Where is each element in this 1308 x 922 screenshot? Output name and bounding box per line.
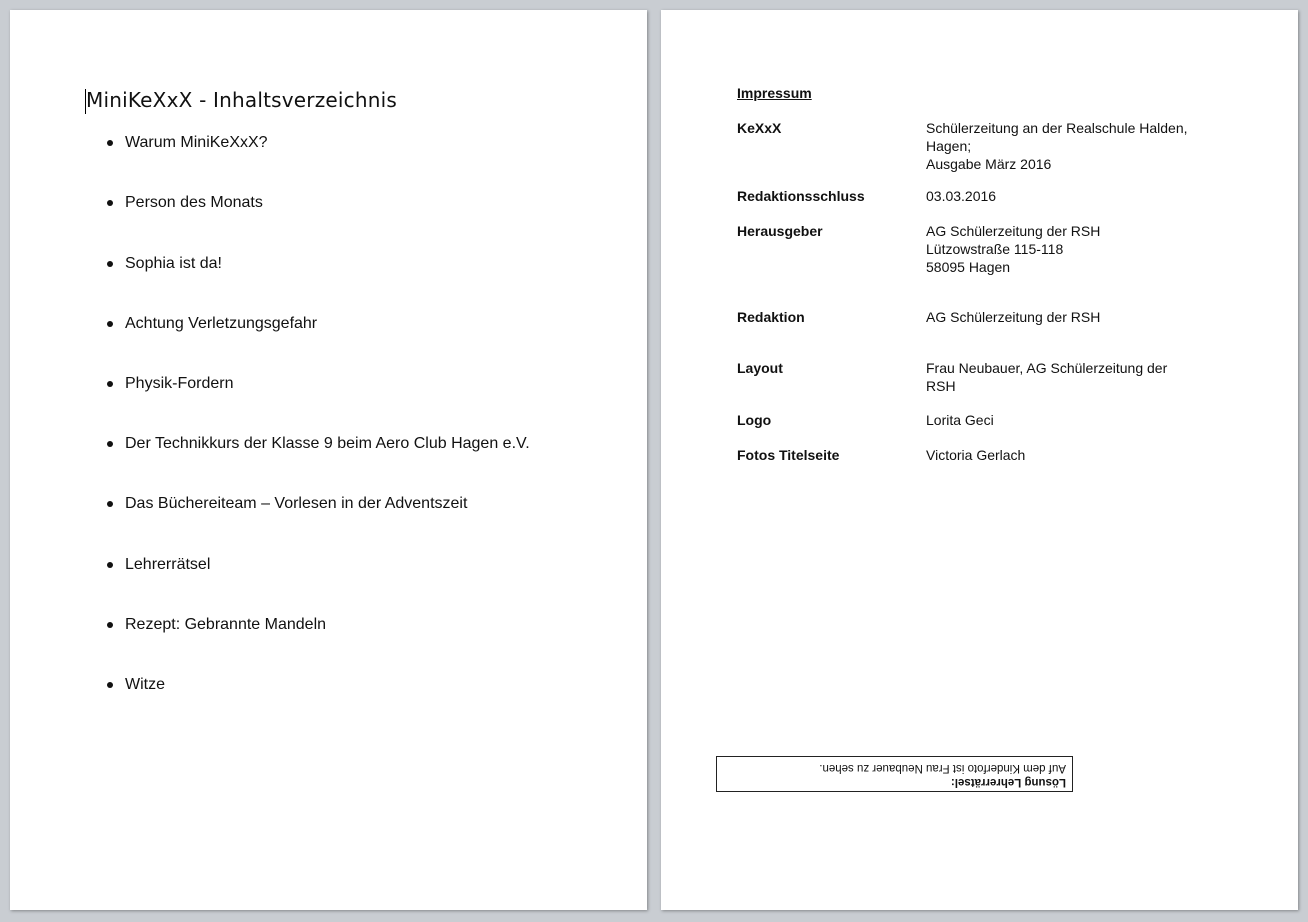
impressum-label[interactable]: Herausgeber	[737, 223, 823, 239]
impressum-value-line: Ausgabe März 2016	[926, 156, 1052, 172]
impressum-value-line: Lützowstraße 115-118	[926, 241, 1064, 257]
impressum-heading[interactable]: Impressum	[737, 85, 812, 101]
bullet-icon	[107, 682, 113, 688]
toc-item-text: Der Technikkurs der Klasse 9 beim Aero Club Hagen e.V.	[125, 435, 530, 452]
impressum-value-line: Lorita Geci	[926, 412, 994, 428]
impressum-value[interactable]	[926, 187, 1201, 205]
toc-title[interactable]: MiniKeXxX - Inhaltsverzeichnis	[86, 88, 398, 112]
impressum-value[interactable]	[926, 446, 1201, 464]
impressum-value-line: Frau Neubauer, AG Schülerzeitung der	[926, 360, 1168, 376]
bullet-icon	[107, 441, 113, 447]
impressum-value[interactable]	[926, 308, 1201, 326]
bullet-icon	[107, 261, 113, 267]
bullet-icon	[107, 501, 113, 507]
page-impressum	[661, 10, 1298, 910]
solution-title: Lösung Lehrerrätsel:	[950, 776, 1066, 788]
impressum-label[interactable]: Layout	[737, 360, 783, 376]
impressum-value[interactable]	[926, 119, 1201, 173]
impressum-value[interactable]	[926, 359, 1201, 395]
impressum-value-line: AG Schülerzeitung der RSH	[926, 309, 1101, 325]
bullet-icon	[107, 140, 113, 146]
toc-item-text: Physik-Fordern	[125, 375, 234, 392]
toc-item-text: Witze	[125, 676, 165, 693]
bullet-icon	[107, 381, 113, 387]
impressum-value-line: RSH	[926, 378, 956, 394]
solution-content	[717, 757, 1072, 791]
toc-item-text: Person des Monats	[125, 194, 263, 211]
impressum-value-line: 58095 Hagen	[926, 259, 1011, 275]
toc-item-text: Warum MiniKeXxX?	[125, 134, 268, 151]
toc-item-text: Rezept: Gebrannte Mandeln	[125, 616, 327, 633]
solution-text: Auf dem Kinderfoto ist Frau Neubauer zu sehen.	[819, 762, 1066, 774]
toc-item-text: Achtung Verletzungsgefahr	[125, 315, 318, 332]
impressum-value[interactable]	[926, 411, 1201, 429]
page-table-of-contents	[10, 10, 647, 910]
bullet-icon	[107, 200, 113, 206]
impressum-value-line: 03.03.2016	[926, 188, 997, 204]
impressum-label[interactable]: Redaktion	[737, 309, 805, 325]
impressum-value-line: Schülerzeitung an der Realschule Halden,	[926, 120, 1188, 136]
impressum-label[interactable]: KeXxX	[737, 120, 782, 136]
bullet-icon	[107, 321, 113, 327]
impressum-value-line: Hagen;	[926, 138, 972, 154]
bullet-icon	[107, 562, 113, 568]
toc-item-text: Das Büchereiteam – Vorlesen in der Adventszeit	[125, 495, 468, 512]
bullet-icon	[107, 622, 113, 628]
impressum-value[interactable]	[926, 222, 1201, 276]
toc-item-text: Lehrerrätsel	[125, 556, 211, 573]
impressum-label[interactable]: Redaktionsschluss	[737, 188, 865, 204]
toc-item-text: Sophia ist da!	[125, 255, 222, 272]
impressum-label[interactable]: Logo	[737, 412, 772, 428]
solution-text-box[interactable]	[716, 756, 1073, 792]
impressum-value-line: Victoria Gerlach	[926, 447, 1026, 463]
impressum-label[interactable]: Fotos Titelseite	[737, 447, 840, 463]
impressum-value-line: AG Schülerzeitung der RSH	[926, 223, 1101, 239]
